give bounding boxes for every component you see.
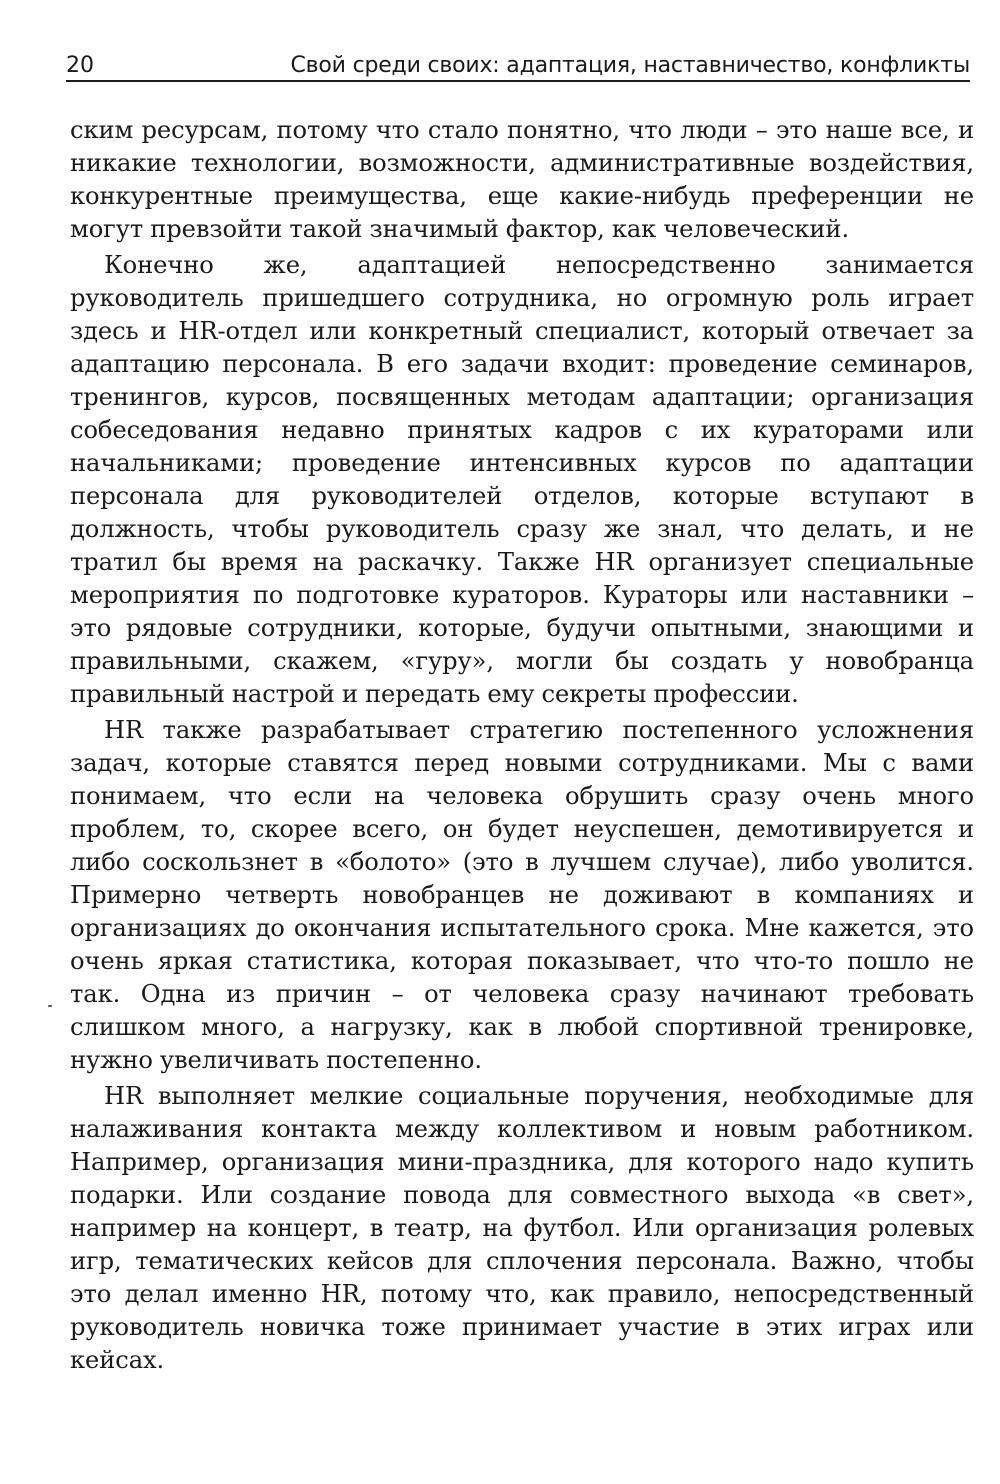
paragraph-3: HR также разрабатывает стратегию постепенного усложнения задач, которые ставятся перед новыми сотрудниками. Мы с вами понимаем, что если на человека обрушить сразу очень много проблем, то, скорее всего, он будет неуспешен, демотивируется и либо соскользнет в «болото» (это в лучшем случае), либо уволится. Примерно четверть новобранцев не доживают в компаниях и организациях до окончания испытательного срока. Мне кажется, это очень яркая статистика, которая показывает, что что-то пошло не так. Одна из причин – от человека сразу начинают требовать слишком много, а нагрузку, как в любой спортивной тренировке, нужно увеличивать постепенно. xyxy=(70,716,974,1074)
print-speck xyxy=(48,1005,52,1007)
paragraph-4: HR выполняет мелкие социальные поручения, необходимые для налаживания контакта между коллективом и новым работником. Например, организация мини-праздника, для которого надо купить подарки. Или создание повода для совместного выхода «в свет», например на концерт, в театр, на футбол. Или организация ролевых игр, тематических кейсов для сплочения персонала. Важно, чтобы это делал именно HR, потому что, как правило, непосредственный руководитель новичка тоже принимает участие в этих играх или кейсах. xyxy=(70,1082,974,1374)
page-number: 20 xyxy=(66,53,94,78)
paragraph-2: Конечно же, адаптацией непосредственно занимается руководитель пришедшего сотрудника, но огромную роль играет здесь и HR-отдел или конкретный специалист, который отвечает за адаптацию персонала. В его задачи входит: проведение семинаров, тренингов, курсов, посвященных методам адаптации; организация собеседования недавно принятых кадров с их кураторами или начальниками; проведение интенсивных курсов по адаптации персонала для руководителей отделов, которые вступают в должность, чтобы руководитель сразу же знал, что делать, и не тратил бы время на раскачку. Также HR организует специальные мероприятия по подготовке кураторов. Кураторы или наставники – это рядовые сотрудники, которые, будучи опытными, знающими и правильными, скажем, «гуру», могли бы создать у новобранца правильный настрой и передать ему секреты профессии. xyxy=(70,251,974,708)
header-rule xyxy=(66,80,970,82)
running-title: Свой среди своих: адаптация, наставничество, конфликты xyxy=(290,53,970,78)
paragraph-1: ским ресурсам, потому что стало понятно, что люди – это наше все, и никакие технологии, возможности, административные воздействия, конкурентные преимущества, еще какие-нибудь преференции не могут превзойти такой значимый фактор, как человеческий. xyxy=(70,116,974,243)
body-text xyxy=(70,114,974,1380)
running-head xyxy=(66,38,970,78)
